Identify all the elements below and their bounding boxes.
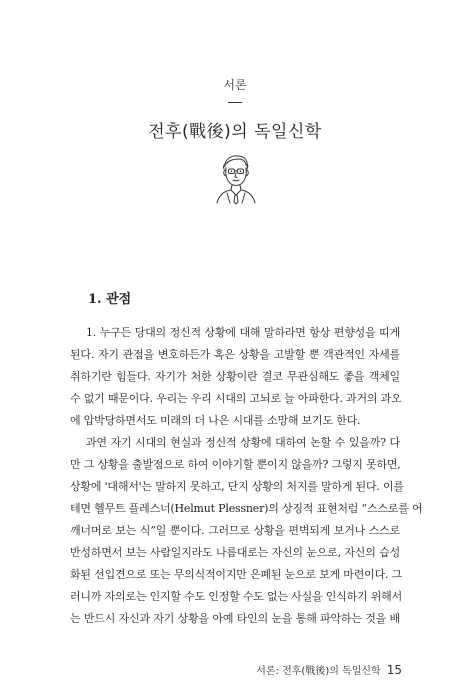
- section-heading: 1. 관점: [88, 292, 132, 307]
- body-line: 테면 헬무트 플레스너(Helmut Plessner)의 상징적 표현처럼 “스스로를 어: [70, 502, 423, 515]
- body-line: 러니까 자의로는 인지할 수도 인정할 수도 없는 사실을 인식하기 위해서: [70, 590, 403, 603]
- body-line: 1. 누구든 당대의 정신적 상황에 대해 말하라면 항상 편향성을 띠게: [86, 326, 400, 339]
- body-line: 만 그 상황을 출발점으로 하여 이야기할 뿐이지 않을까? 그렇지 못하면,: [70, 458, 401, 471]
- body-line: 과연 자기 시대의 현실과 정신적 상황에 대하여 논할 수 있을까? 다: [86, 436, 400, 449]
- body-line: 화된 선입견으로 또는 무의식적이지만 은폐된 눈으로 보게 마련이다. 그: [70, 568, 403, 581]
- body-text: [70, 322, 423, 630]
- body-line: 된다. 자기 관점을 변호하든가 혹은 상황을 고발할 뿐 객관적인 자세를: [70, 348, 400, 361]
- body-line: 반성하면서 보는 사람일지라도 나름대로는 자신의 눈으로, 자신의 습성: [70, 546, 400, 559]
- body-line: 에 압박당하면서도 미래의 더 나은 시대를 소망해 보기도 한다.: [70, 414, 361, 427]
- section-label: 서론: [223, 78, 247, 92]
- running-title: 서론: 전후(戰後)의 독일신학: [256, 666, 381, 677]
- body-line: 깨너머로 보는 식”일 뿐이다. 그러므로 상황을 편벽되게 보거나 스스로: [70, 524, 400, 537]
- body-line: 상황에 '대해서'는 말하지 못하고, 단지 상황의 처지를 말하게 된다. 이를: [70, 480, 404, 493]
- body-line: 취하기란 힘들다. 자기가 처한 상황이란 결코 무관심해도 좋을 객체일: [70, 370, 400, 383]
- portrait-illustration: [212, 153, 258, 205]
- body-line: 는 반드시 자신과 자기 상황을 아예 타인의 눈을 통해 파악하는 것을 배: [70, 612, 400, 625]
- page-number: 15: [386, 663, 402, 677]
- body-line: 수 없기 때문이다. 우리는 우리 시대의 고뇌로 늘 아파한다. 과거의 과오: [70, 392, 402, 405]
- title-divider: [228, 102, 242, 103]
- page-footer: [0, 662, 402, 677]
- chapter-title: 전후(戰後)의 독일신학: [148, 122, 322, 142]
